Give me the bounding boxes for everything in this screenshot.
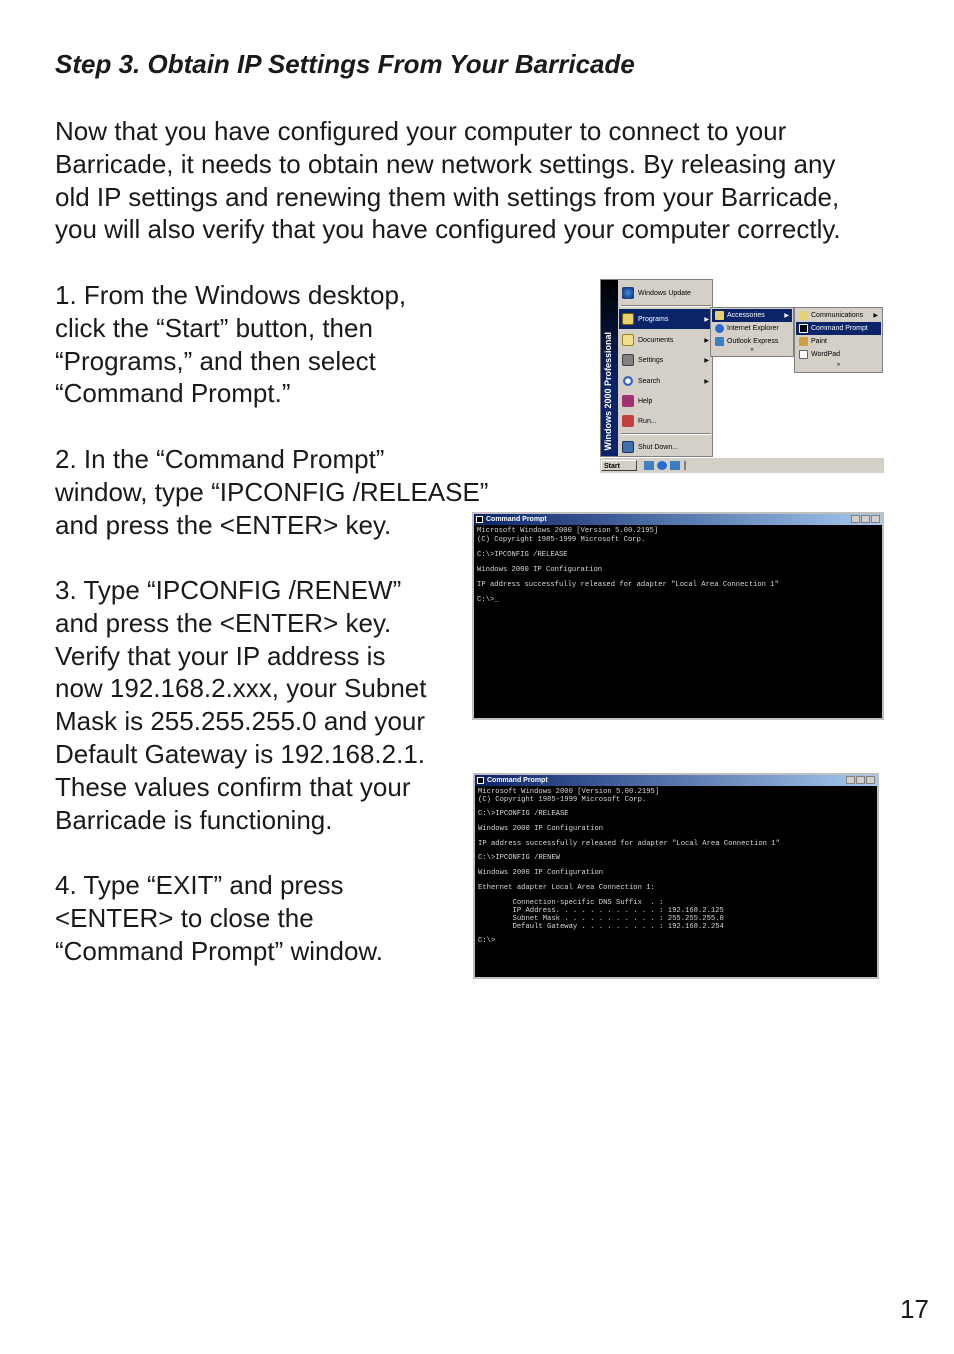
submenu-arrow-icon: ▶ [873, 313, 878, 319]
banner-text: Windows 2000 Professional [603, 331, 613, 450]
expand-chevron-icon[interactable]: » [750, 347, 754, 353]
console-line: Default Gateway . . . . . . . . . : 192.168.2.254 [478, 923, 724, 931]
console-line: Microsoft Windows 2000 [Version 5.00.2195] [478, 788, 660, 796]
programs-icon [622, 313, 634, 325]
intro-line: Now that you have configured your computer to connect to your [55, 116, 787, 146]
start-menu-screenshot [600, 279, 884, 473]
submenu-item-command-prompt[interactable] [796, 322, 881, 335]
page-heading: Step 3. Obtain IP Settings From Your Barricade [55, 49, 635, 79]
menu-item-run[interactable] [619, 411, 712, 431]
window-controls [851, 515, 880, 523]
menu-item-label: Shut Down... [638, 443, 679, 451]
menu-item-help[interactable] [619, 391, 712, 411]
run-icon [622, 415, 634, 427]
command-prompt-icon [477, 777, 484, 784]
console-line: C:\>IPCONFIG /RELEASE [478, 810, 569, 818]
submenu-item-label: Internet Explorer [727, 325, 779, 332]
step-line: window, type “IPCONFIG /RELEASE” [55, 476, 489, 507]
menu-item-label: Settings [638, 356, 664, 364]
submenu-item-label: Outlook Express [727, 338, 779, 345]
menu-item-shutdown[interactable] [619, 437, 712, 457]
outlook-express-icon[interactable] [670, 461, 680, 470]
submenu-item-paint[interactable] [796, 335, 881, 348]
menu-item-windows-update[interactable] [619, 283, 712, 303]
menu-item-documents[interactable] [619, 330, 712, 350]
menu-item-label: Search [638, 377, 661, 385]
submenu-arrow-icon: ▶ [704, 337, 709, 344]
submenu-item-label: WordPad [811, 351, 841, 358]
window-controls [846, 776, 875, 784]
internet-explorer-icon[interactable] [657, 461, 667, 470]
internet-explorer-icon [715, 324, 724, 333]
console-line: (C) Copyright 1985-1999 Microsoft Corp. [478, 796, 647, 804]
window-title: Command Prompt [487, 777, 548, 784]
submenu-arrow-icon: ▶ [704, 357, 709, 364]
folder-icon [715, 311, 724, 320]
step-2 [55, 443, 488, 541]
minimize-button[interactable] [851, 515, 860, 523]
close-button[interactable] [871, 515, 880, 523]
settings-icon [622, 354, 634, 366]
command-prompt-icon [476, 516, 483, 523]
submenu-arrow-icon: ▶ [704, 378, 709, 385]
show-desktop-icon[interactable] [644, 461, 654, 470]
console-line: (C) Copyright 1985-1999 Microsoft Corp. [477, 536, 646, 544]
submenu-item-communications[interactable] [796, 309, 881, 322]
console-line: C:\>IPCONFIG /RELEASE [477, 551, 568, 559]
step-line: 2. In the “Command Prompt” [55, 444, 385, 474]
console-line: Ethernet adapter Local Area Connection 1: [478, 884, 655, 892]
step-line: 3. Type “IPCONFIG /RENEW” [55, 575, 402, 605]
console-line: Windows 2000 IP Configuration [478, 825, 604, 833]
documents-icon [622, 334, 634, 346]
console-line: IP address successfully released for adapter "Local Area Connection 1" [477, 581, 779, 589]
menu-item-search[interactable] [619, 371, 712, 391]
step-line: Mask is 255.255.255.0 and your [55, 706, 426, 737]
console-line: Windows 2000 IP Configuration [478, 869, 604, 877]
intro-line: Barricade, it needs to obtain new network settings. By releasing any [55, 148, 836, 179]
window-titlebar [475, 775, 877, 786]
page-number: 17 [900, 1294, 929, 1324]
console-line: Microsoft Windows 2000 [Version 5.00.2195] [477, 527, 659, 535]
window-titlebar [474, 514, 882, 525]
intro-paragraph [55, 115, 915, 246]
maximize-button[interactable] [856, 776, 865, 784]
menu-item-label: Run... [638, 417, 657, 425]
step-line: <ENTER> to close the [55, 902, 314, 933]
menu-item-programs[interactable] [619, 309, 712, 329]
step-line: “Programs,” and then select [55, 345, 376, 376]
step-line: These values confirm that your [55, 771, 411, 802]
start-menu [600, 279, 713, 457]
submenu-item-internet-explorer[interactable] [712, 322, 792, 335]
step-line: and press the <ENTER> key. [55, 607, 392, 638]
start-button[interactable] [601, 460, 637, 471]
menu-separator [621, 433, 711, 435]
submenu-item-label: Command Prompt [811, 325, 868, 332]
maximize-button[interactable] [861, 515, 870, 523]
step-line: click the “Start” button, then [55, 312, 373, 343]
minimize-button[interactable] [846, 776, 855, 784]
step-line: and press the <ENTER> key. [55, 509, 392, 540]
step-line: Default Gateway is 192.168.2.1. [55, 738, 426, 769]
step-line: 1. From the Windows desktop, [55, 280, 407, 310]
command-prompt-window-release [472, 512, 884, 720]
step-line: Verify that your IP address is [55, 640, 386, 671]
window-title: Command Prompt [486, 516, 547, 523]
windows-update-icon [622, 287, 634, 299]
console-line: IP Address. . . . . . . . . . . . : 192.168.2.125 [478, 907, 724, 915]
console-line: IP address successfully released for adapter "Local Area Connection 1" [478, 840, 780, 848]
console-output [478, 788, 874, 945]
submenu-item-wordpad[interactable] [796, 348, 881, 361]
step-line: “Command Prompt” window. [55, 935, 383, 966]
submenu-arrow-icon: ▶ [784, 313, 789, 319]
step-1 [55, 279, 406, 410]
accessories-submenu [794, 307, 883, 373]
console-line: Windows 2000 IP Configuration [477, 566, 603, 574]
wordpad-icon [799, 350, 808, 359]
start-menu-banner [601, 280, 618, 456]
help-icon [622, 395, 634, 407]
submenu-item-accessories[interactable] [712, 309, 792, 322]
submenu-arrow-icon: ▶ [704, 316, 709, 323]
step-line: now 192.168.2.xxx, your Subnet [55, 673, 427, 704]
step-4 [55, 869, 383, 967]
intro-line: old IP settings and renewing them with settings from your Barricade, [55, 181, 840, 212]
console-line: Connection-specific DNS Suffix . : [478, 899, 664, 907]
expand-chevron-icon[interactable]: » [836, 362, 841, 368]
outlook-express-icon [715, 337, 724, 346]
taskbar [600, 457, 884, 473]
intro-line: you will also verify that you have configured your computer correctly. [55, 214, 841, 245]
console-line: C:\>IPCONFIG /RENEW [478, 854, 560, 862]
submenu-item-label: Paint [811, 338, 827, 345]
menu-item-label: Help [638, 397, 653, 405]
start-button-label: Start [604, 463, 620, 470]
step-line: 4. Type “EXIT” and press [55, 870, 344, 900]
programs-submenu [710, 307, 794, 357]
search-icon [622, 375, 634, 387]
step-line: Barricade is functioning. [55, 804, 333, 835]
menu-item-label: Documents [638, 336, 674, 344]
console-output [477, 527, 879, 604]
menu-item-settings[interactable] [619, 350, 712, 370]
console-line: C:\> [478, 937, 496, 945]
shutdown-icon [622, 441, 634, 453]
step-line: “Command Prompt.” [55, 378, 291, 409]
taskbar-separator [684, 461, 686, 470]
folder-icon [799, 311, 808, 320]
close-button[interactable] [866, 776, 875, 784]
submenu-item-label: Communications [811, 312, 864, 319]
submenu-item-label: Accessories [727, 312, 765, 319]
menu-item-label: Programs [638, 315, 669, 323]
command-prompt-icon [799, 324, 808, 333]
menu-item-label: Windows Update [638, 289, 691, 297]
console-line: C:\>_ [477, 596, 499, 604]
command-prompt-window-renew [473, 773, 879, 979]
console-line: Subnet Mask . . . . . . . . . . . : 255.255.255.0 [478, 915, 724, 923]
step-3 [55, 574, 426, 836]
paint-icon [799, 337, 808, 346]
menu-separator [621, 305, 711, 307]
